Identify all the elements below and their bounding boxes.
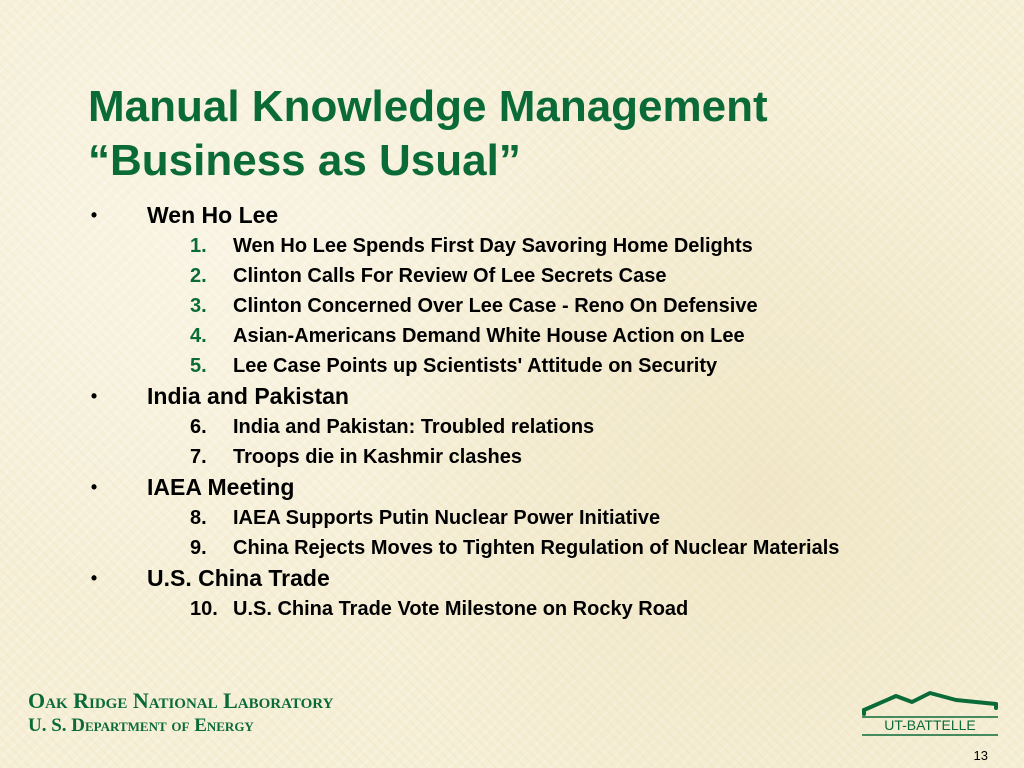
bullet-item bbox=[0, 472, 1024, 503]
sub-item-number: 9. bbox=[190, 537, 207, 559]
sub-item bbox=[0, 321, 1024, 351]
sub-item-text: India and Pakistan: Troubled relations bbox=[233, 416, 595, 438]
sub-item bbox=[0, 503, 1024, 533]
mountain-logo-icon bbox=[864, 693, 996, 714]
sub-item bbox=[0, 442, 1024, 472]
sub-item-number: 2. bbox=[190, 265, 207, 287]
sub-item-text: Clinton Concerned Over Lee Case - Reno On Defensive bbox=[233, 295, 758, 317]
sub-item-number: 7. bbox=[190, 446, 207, 468]
slide-title bbox=[88, 80, 988, 188]
department-name: U. S. Department of Energy bbox=[28, 715, 254, 736]
bullet-label: U.S. China Trade bbox=[147, 565, 330, 591]
sub-item-number: 10. bbox=[190, 598, 218, 620]
bullet-item bbox=[0, 381, 1024, 412]
sub-item bbox=[0, 231, 1024, 261]
bullet-item bbox=[0, 563, 1024, 594]
sub-item-number: 1. bbox=[190, 235, 207, 257]
title-line-2: “Business as Usual” bbox=[88, 136, 521, 185]
sub-item-number: 3. bbox=[190, 295, 207, 317]
sub-item-number: 5. bbox=[190, 355, 207, 377]
sub-item-text: Troops die in Kashmir clashes bbox=[233, 446, 522, 468]
bullet-label: IAEA Meeting bbox=[147, 474, 295, 500]
sub-item-number: 8. bbox=[190, 507, 207, 529]
bullet-icon: • bbox=[90, 477, 98, 497]
sub-item bbox=[0, 533, 1024, 563]
sub-item bbox=[0, 594, 1024, 624]
bullet-icon: • bbox=[90, 568, 98, 588]
page-number: 13 bbox=[973, 748, 988, 763]
sub-item-text: Asian-Americans Demand White House Action on Lee bbox=[233, 325, 745, 347]
sub-item bbox=[0, 261, 1024, 291]
bullet-label: Wen Ho Lee bbox=[147, 202, 279, 228]
bullet-label: India and Pakistan bbox=[147, 383, 349, 409]
bullet-icon: • bbox=[90, 205, 98, 225]
bullet-list bbox=[0, 200, 1024, 624]
sub-item bbox=[0, 291, 1024, 321]
ut-battelle-logo bbox=[860, 690, 1000, 738]
sub-item bbox=[0, 351, 1024, 381]
sub-item-text: U.S. China Trade Vote Milestone on Rocky Road bbox=[233, 598, 689, 620]
sub-item-text: China Rejects Moves to Tighten Regulation of Nuclear Materials bbox=[233, 537, 840, 559]
logo-text: UT-BATTELLE bbox=[884, 717, 976, 733]
sub-item-text: Clinton Calls For Review Of Lee Secrets Case bbox=[233, 265, 667, 287]
sub-item-text: Lee Case Points up Scientists' Attitude on Security bbox=[233, 355, 718, 377]
title-line-1: Manual Knowledge Management bbox=[88, 82, 768, 131]
sub-item-number: 4. bbox=[190, 325, 207, 347]
bullet-icon: • bbox=[90, 386, 98, 406]
org-name: Oak Ridge National Laboratory bbox=[28, 688, 334, 713]
sub-item-number: 6. bbox=[190, 416, 207, 438]
sub-item-text: IAEA Supports Putin Nuclear Power Initiative bbox=[233, 507, 661, 529]
bullet-item bbox=[0, 200, 1024, 231]
sub-item bbox=[0, 412, 1024, 442]
organization-footer bbox=[28, 688, 333, 738]
sub-item-text: Wen Ho Lee Spends First Day Savoring Home Delights bbox=[233, 235, 753, 257]
